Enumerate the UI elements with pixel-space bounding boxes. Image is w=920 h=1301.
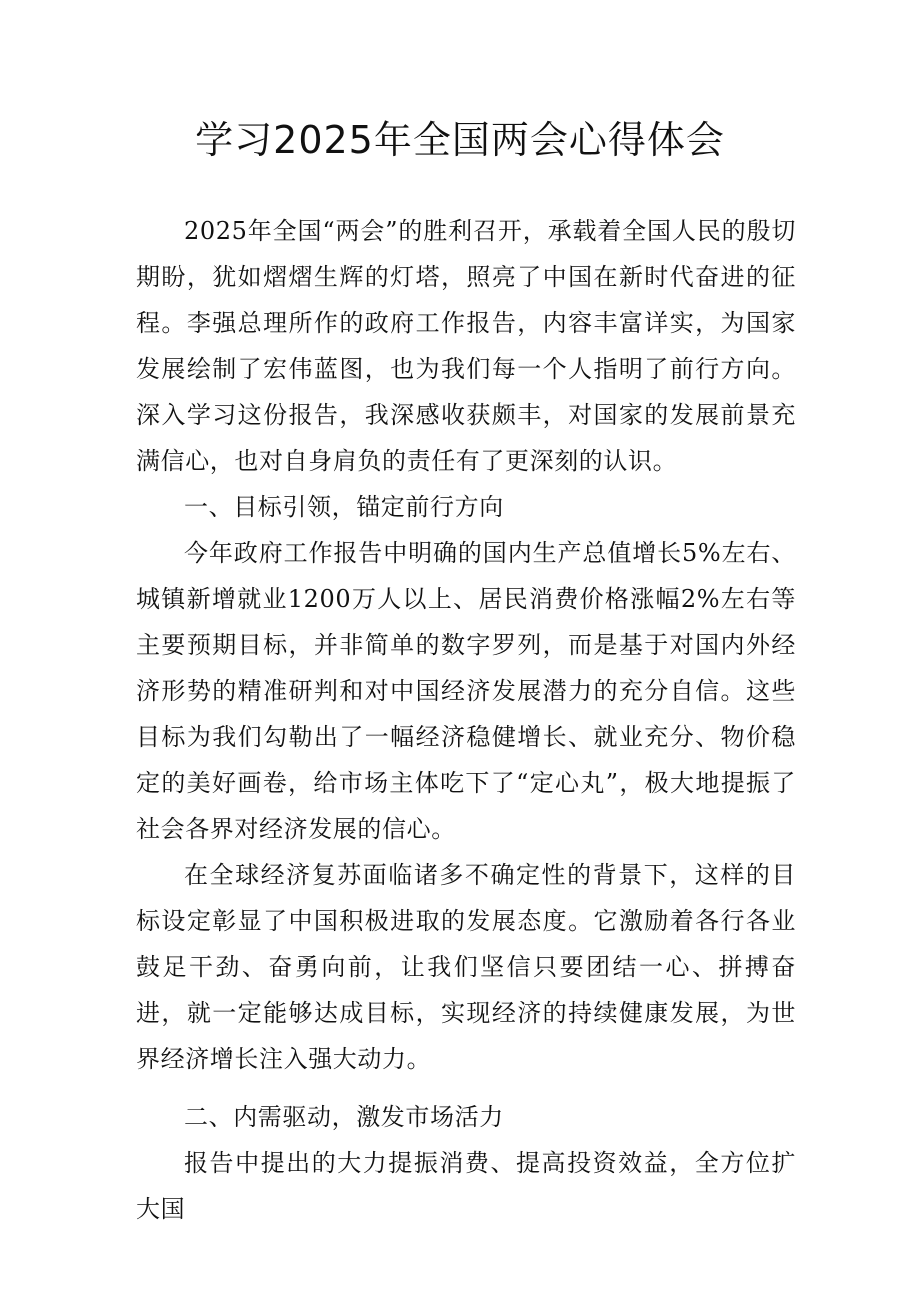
section-gap: [136, 1082, 796, 1094]
section-heading-1: 一、目标引领，锚定前行方向: [184, 493, 504, 521]
document-title: 学习2025年全国两会心得体会: [195, 118, 725, 162]
paragraph-global-context: 在全球经济复苏面临诸多不确定性的背景下，这样的目标设定彰显了中国积极进取的发展态度。它激励着各行各业鼓足干劲、奋勇向前，让我们坚信只要团结一心、拼搏奋进，就一定能够达成目标，实现经济的持续健康发展，为世界经济增长注入强大动力。: [136, 861, 796, 1073]
paragraph-domestic-demand: 报告中提出的大力提振消费、提高投资效益，全方位扩大国: [136, 1149, 796, 1223]
paragraph-intro: 2025年全国“两会”的胜利召开，承载着全国人民的殷切期盼，犹如熠熠生辉的灯塔，照亮了中国在新时代奋进的征程。李强总理所作的政府工作报告，内容丰富详实，为国家发展绘制了宏伟蓝图，也为我们每一个人指明了前行方向。深入学习这份报告，我深感收获颇丰，对国家的发展前景充满信心，也对自身肩负的责任有了更深刻的认识。: [136, 217, 796, 475]
section-heading-2: 二、内需驱动，激发市场活力: [184, 1103, 504, 1131]
document-body: [136, 208, 796, 1232]
paragraph-targets: 今年政府工作报告中明确的国内生产总值增长5%左右、城镇新增就业1200万人以上、居民消费价格涨幅2%左右等主要预期目标，并非简单的数字罗列，而是基于对国内外经济形势的精准研判和对中国经济发展潜力的充分自信。这些目标为我们勾勒出了一幅经济稳健增长、就业充分、物价稳定的美好画卷，给市场主体吃下了“定心丸”，极大地提振了社会各界对经济发展的信心。: [136, 539, 796, 843]
